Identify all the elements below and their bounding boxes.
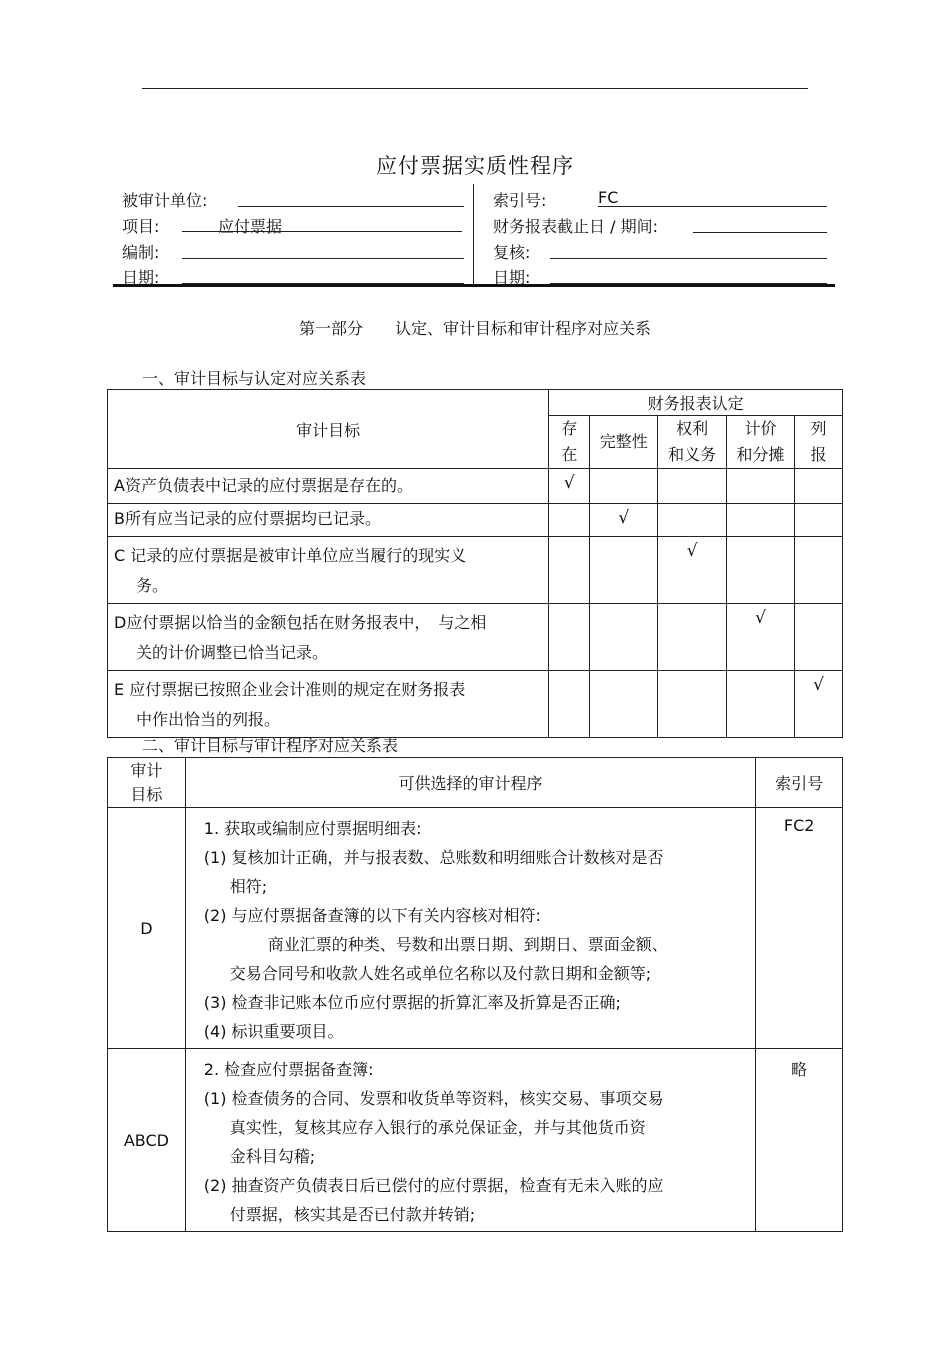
index-field[interactable]: FC xyxy=(598,188,827,207)
check-mark xyxy=(727,504,795,537)
check-mark xyxy=(727,671,795,738)
project-field[interactable]: 应付票据 xyxy=(182,214,462,232)
check-mark xyxy=(795,504,843,537)
prepared-field[interactable] xyxy=(182,240,464,259)
goal-cell: D xyxy=(108,808,186,1049)
table1-heading: 一、审计目标与认定对应关系表 xyxy=(142,369,367,388)
check-mark xyxy=(549,671,590,738)
goal-procedure-table xyxy=(107,757,843,1232)
check-mark xyxy=(795,604,843,671)
procedure-line: 1. 获取或编制应付票据明细表: xyxy=(203,819,422,838)
goal-cell: E 应付票据已按照企业会计准则的规定在财务报表 中作出恰当的列报。 xyxy=(108,671,549,738)
header-thick-rule xyxy=(113,284,835,287)
check-mark xyxy=(658,671,727,738)
check-mark: √ xyxy=(549,469,590,504)
table-row xyxy=(108,1049,843,1232)
date-field-left[interactable] xyxy=(182,265,464,284)
goal-assertion-table xyxy=(107,389,843,738)
check-mark xyxy=(727,537,795,604)
goal-cell: A资产负债表中记录的应付票据是存在的。 xyxy=(108,469,549,504)
check-mark xyxy=(658,469,727,504)
date-label-right: 日期: xyxy=(493,268,531,287)
table-row xyxy=(108,671,843,738)
top-rule xyxy=(142,88,808,89)
check-mark xyxy=(590,537,658,604)
check-mark xyxy=(658,504,727,537)
check-mark: √ xyxy=(727,604,795,671)
procedure-line: (2) 抽查资产负债表日后已偿付的应付票据，检查有无未入账的应 xyxy=(203,1176,664,1195)
assert-col-header: 计价 和分摊 xyxy=(727,416,795,469)
check-mark: √ xyxy=(590,504,658,537)
goal-cell: B所有应当记录的应付票据均已记录。 xyxy=(108,504,549,537)
procedure-line: 商业汇票的种类、号数和出票日期、到期日、票面金额、 xyxy=(267,935,668,954)
period-label: 财务报表截止日 / 期间: xyxy=(493,217,658,236)
table-row xyxy=(108,604,843,671)
date-field-right[interactable] xyxy=(550,265,827,284)
procedure-line: 交易合同号和收款人姓名或单位名称以及付款日期和金额等; xyxy=(229,964,652,983)
table2-heading: 二、审计目标与审计程序对应关系表 xyxy=(142,736,399,755)
procedure-line: (2) 与应付票据备查簿的以下有关内容核对相符: xyxy=(203,906,541,925)
part-heading: 第一部分 认定、审计目标和审计程序对应关系 xyxy=(298,319,651,338)
assert-col-header: 列 报 xyxy=(795,416,843,469)
procedure-line: (3) 检查非记账本位币应付票据的折算汇率及折算是否正确; xyxy=(203,993,621,1012)
procedure-line: (1) 检查债务的合同、发票和收货单等资料，核实交易、事项交易 xyxy=(203,1089,664,1108)
page-title: 应付票据实质性程序 xyxy=(376,154,574,178)
check-mark xyxy=(549,604,590,671)
check-mark xyxy=(795,537,843,604)
procedure-line: 金科目勾稽; xyxy=(229,1147,316,1166)
table-row xyxy=(108,469,843,504)
check-mark xyxy=(549,537,590,604)
col-assertion-group-header: 财务报表认定 xyxy=(549,390,843,416)
assert-col-header: 权利 和义务 xyxy=(658,416,727,469)
procedure-line: 真实性，复核其应存入银行的承兑保证金，并与其他货币资 xyxy=(229,1118,646,1137)
header-divider xyxy=(473,184,474,284)
col-goal-header: 审计目标 xyxy=(108,390,549,469)
reviewed-label: 复核: xyxy=(493,243,531,262)
table-row xyxy=(108,808,843,1049)
procedure-line: 2. 检查应付票据备查簿: xyxy=(203,1060,374,1079)
procedure-line: 相符; xyxy=(229,877,268,896)
assert-col-header: 完整性 xyxy=(590,416,658,469)
check-mark xyxy=(549,504,590,537)
procedure-line: (4) 标识重要项目。 xyxy=(203,1022,344,1041)
reviewed-field[interactable] xyxy=(550,240,827,259)
procedure-cell xyxy=(185,1049,756,1232)
procedure-cell xyxy=(185,808,756,1049)
goal-cell: C 记录的应付票据是被审计单位应当履行的现实义 务。 xyxy=(108,537,549,604)
index-cell: FC2 xyxy=(756,808,843,1049)
check-mark xyxy=(795,469,843,504)
check-mark xyxy=(590,469,658,504)
check-mark xyxy=(658,604,727,671)
check-mark: √ xyxy=(658,537,727,604)
audited-unit-label: 被审计单位: xyxy=(122,191,208,210)
check-mark: √ xyxy=(795,671,843,738)
goal-cell: D应付票据以恰当的金额包括在财务报表中， 与之相 关的计价调整已恰当记录。 xyxy=(108,604,549,671)
period-field[interactable] xyxy=(693,214,827,233)
col-procedure-header: 可供选择的审计程序 xyxy=(185,758,756,808)
project-label: 项目: xyxy=(122,217,160,236)
check-mark xyxy=(590,604,658,671)
audited-unit-field[interactable] xyxy=(238,188,464,207)
check-mark xyxy=(590,671,658,738)
prepared-label: 编制: xyxy=(122,243,160,262)
check-mark xyxy=(727,469,795,504)
table-row xyxy=(108,537,843,604)
col-goal-header: 审计 目标 xyxy=(108,758,186,808)
goal-cell: ABCD xyxy=(108,1049,186,1232)
procedure-line: 付票据，核实其是否已付款并转销; xyxy=(229,1205,476,1224)
assert-col-header: 存 在 xyxy=(549,416,590,469)
col-index-header: 索引号 xyxy=(756,758,843,808)
procedure-line: (1) 复核加计正确，并与报表数、总账数和明细账合计数核对是否 xyxy=(203,848,664,867)
table-row xyxy=(108,504,843,537)
date-label-left: 日期: xyxy=(122,268,160,287)
index-label: 索引号: xyxy=(493,191,547,210)
index-cell: 略 xyxy=(756,1049,843,1232)
